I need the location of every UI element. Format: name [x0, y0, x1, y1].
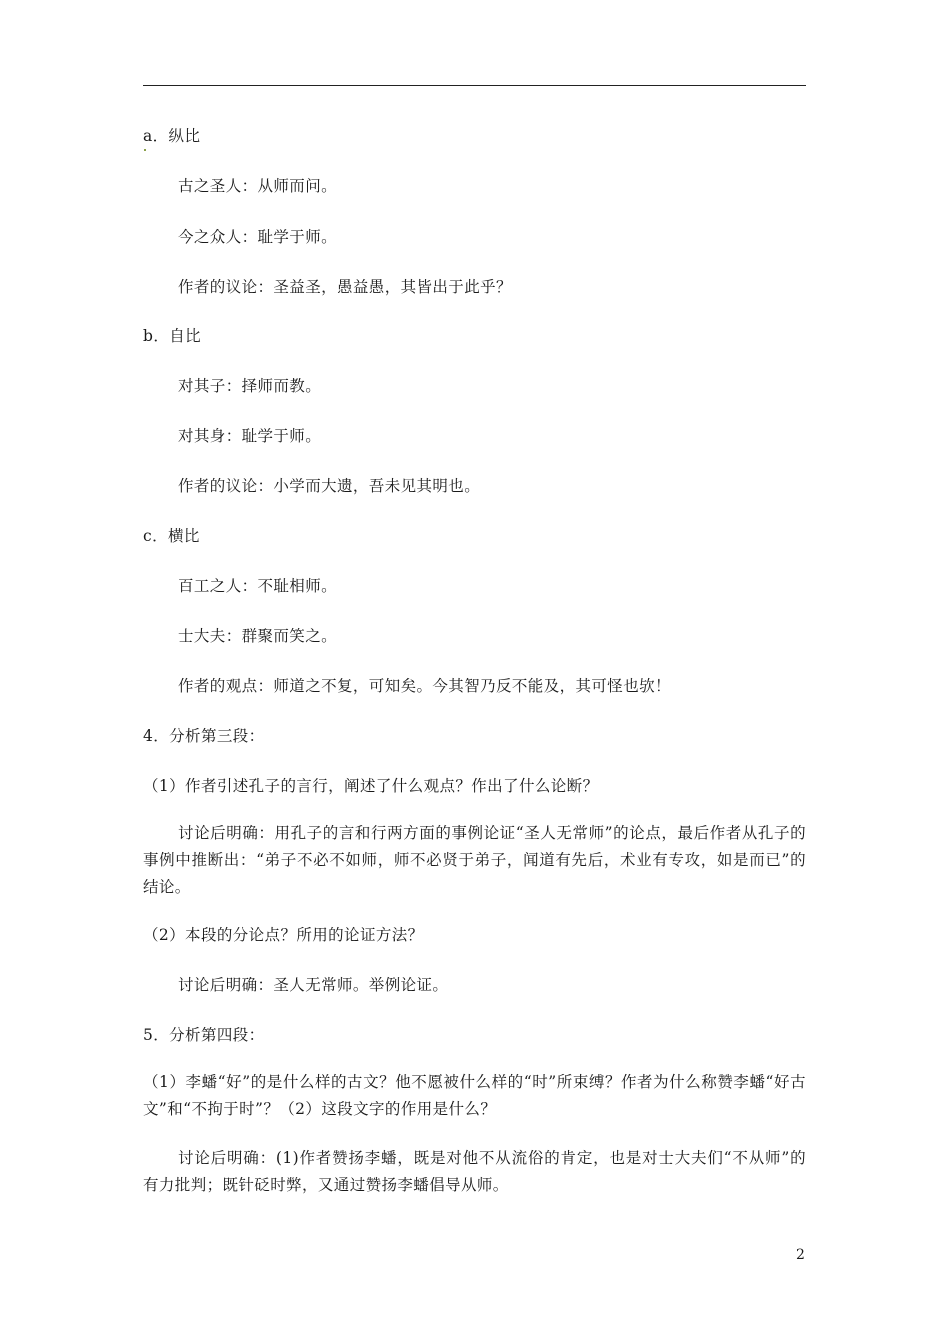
heading-section-5: 5．分析第四段： — [143, 1026, 265, 1044]
heading-self-comparison: b．自比 — [143, 327, 202, 345]
text-author-comment-1: 作者的议论：圣益圣，愚益愚，其皆出于此乎？ — [178, 278, 512, 296]
question-5: （1）李蟠“好”的是什么样的古文？他不愿被什么样的“时”所束缚？作者为什么称赞李蟠“好古文”和“不拘于时”？（2）这段文字的作用是什么？ — [143, 1073, 806, 1118]
page-number: 2 — [796, 1247, 805, 1263]
answer-5: 讨论后明确：(1)作者赞扬李蟠，既是对他不从流俗的肯定，也是对士大夫们“不从师”的有力批判；既针砭时弊，又通过赞扬李蟠倡导从师。 — [143, 1149, 806, 1194]
answer-4-2: 讨论后明确：圣人无常师。举例论证。 — [178, 976, 449, 994]
text-ancient-sages: 古之圣人：从师而问。 — [178, 177, 338, 195]
answer-4-1: 讨论后明确：用孔子的言和行两方面的事例论证“圣人无常师”的论点，最后作者从孔子的事例中推断出：“弟子不必不如师，师不必贤于弟子，闻道有先后，术业有专攻，如是而已”的结论。 — [143, 824, 806, 896]
heading-horizontal-comparison: c．横比 — [143, 527, 200, 545]
heading-vertical-comparison: a．纵比 — [143, 127, 201, 145]
margin-mark — [144, 149, 146, 151]
header-divider — [143, 85, 806, 86]
text-to-his-son: 对其子：择师而教。 — [178, 377, 322, 395]
text-modern-people: 今之众人：耻学于师。 — [178, 228, 338, 246]
text-to-himself: 对其身：耻学于师。 — [178, 427, 322, 445]
question-4-2: （2）本段的分论点？所用的论证方法？ — [143, 926, 424, 944]
text-author-comment-2: 作者的议论：小学而大遗，吾未见其明也。 — [178, 477, 481, 495]
text-scholar-officials: 士大夫：群聚而笑之。 — [178, 627, 338, 645]
text-author-viewpoint: 作者的观点：师道之不复，可知矣。今其智乃反不能及，其可怪也欤！ — [178, 677, 671, 695]
heading-section-4: 4．分析第三段： — [143, 727, 265, 745]
question-4-1: （1）作者引述孔子的言行，阐述了什么观点？作出了什么论断？ — [143, 777, 599, 795]
text-craftsmen: 百工之人：不耻相师。 — [178, 577, 338, 595]
